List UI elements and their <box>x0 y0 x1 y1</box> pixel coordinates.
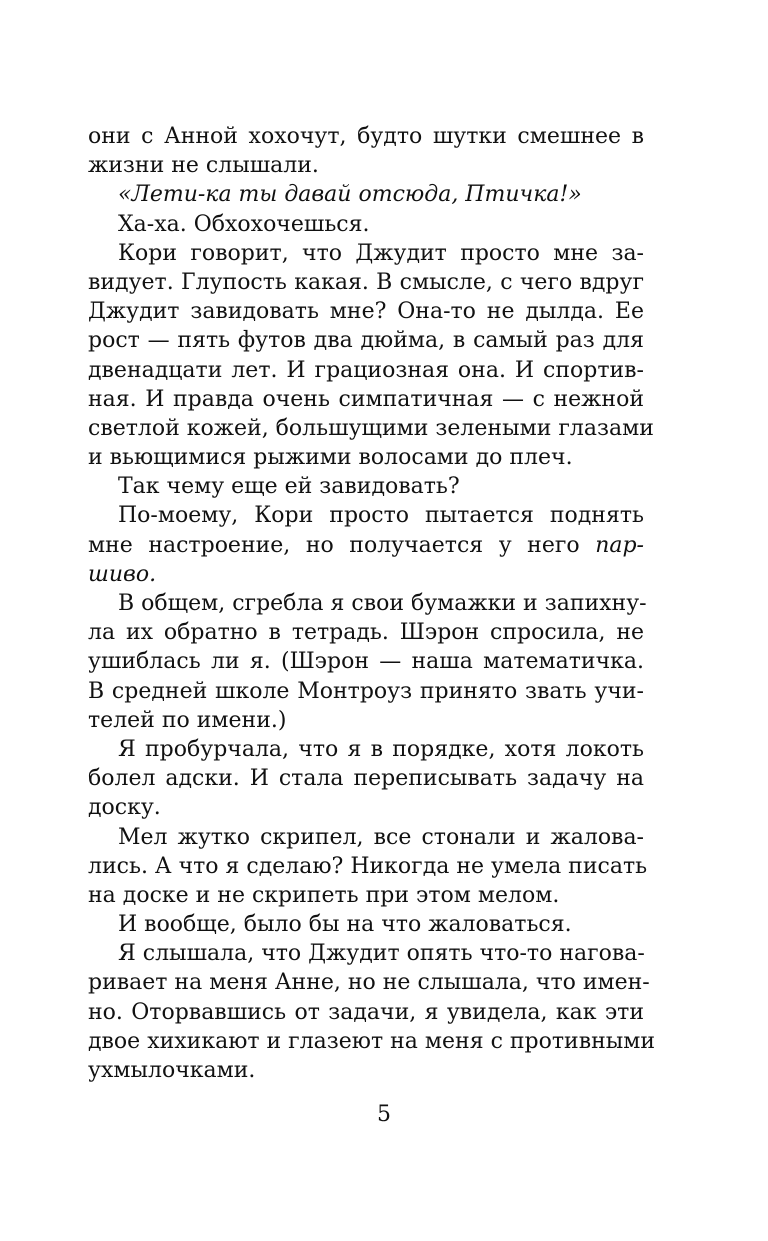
text-line: лись. А что я сделаю? Никогда не умела писать <box>88 853 648 879</box>
italic-punctuation: . <box>149 561 157 587</box>
text-line: В общем, сгребла я свои бумажки и запихну- <box>118 591 647 616</box>
text-line: Так чему еще ей завидовать? <box>118 474 460 500</box>
italic-word-part: шиво <box>88 561 150 587</box>
text-line: ная. И правда очень симпатичная — с нежной <box>88 386 644 412</box>
italic-word-part: пар- <box>595 532 644 558</box>
text-line: рост — пять футов два дюйма, в самый раз для <box>88 328 644 354</box>
text-line: светлой кожей, большущими зелеными глазами <box>88 415 654 441</box>
text-line: По-моему, Кори просто пытается поднять <box>118 503 644 529</box>
text-line: ривает на меня Анне, но не слышала, что имен- <box>88 970 650 996</box>
text-line: видует. Глупость какая. В смысле, с чего вдруг <box>88 269 644 295</box>
text-line: доску. <box>88 795 161 821</box>
text-line-italic-quote: «Лети-ка ты давай отсюда, Птичка!» <box>118 182 582 208</box>
text-line: Мел жутко скрипел, все стонали и жалова- <box>118 824 644 850</box>
text-line <box>88 560 644 589</box>
text-line: и вьющимися рыжими волосами до плеч. <box>88 445 573 471</box>
text-line: на доске и не скрипеть при этом мелом. <box>88 882 560 908</box>
text-line: Я слышала, что Джудит опять что-то нагова- <box>118 941 645 967</box>
text-line: телей по имени.) <box>88 707 287 733</box>
text-line: Джудит завидовать мне? Она-то не дылда. Ее <box>88 299 644 325</box>
text-line: болел адски. И стала переписывать задачу на <box>88 766 644 792</box>
text-line: ла их обратно в тетрадь. Шэрон спросила, не <box>88 620 644 646</box>
text-line: ухмылочками. <box>88 1058 256 1083</box>
text-line: Я пробурчала, что я в порядке, хотя локоть <box>118 736 644 762</box>
text-line: двенадцати лет. И грациозная она. И спортив- <box>88 357 644 383</box>
text-segment: мне настроение, но получается у него <box>88 532 596 558</box>
text-line: но. Оторвавшись от задачи, я увидела, как эти <box>88 999 644 1025</box>
text-line: Ха-ха. Обхохочешься. <box>118 211 370 237</box>
text-line: В средней школе Монтроуз принято звать учи- <box>88 678 644 704</box>
text-line: двое хихикают и глазеют на меня с противными <box>88 1028 656 1054</box>
text-line <box>88 531 644 560</box>
text-line: И вообще, было бы на что жаловаться. <box>118 912 572 938</box>
page-number: 5 <box>377 1102 391 1127</box>
text-line: жизни не слышали. <box>88 153 319 179</box>
text-line: они с Анной хохочут, будто шутки смешнее в <box>88 124 644 149</box>
book-page-text <box>88 122 656 1085</box>
text-line: ушиблась ли я. (Шэрон — наша математичка. <box>88 649 644 675</box>
text-line: Кори говорит, что Джудит просто мне за- <box>118 240 644 266</box>
